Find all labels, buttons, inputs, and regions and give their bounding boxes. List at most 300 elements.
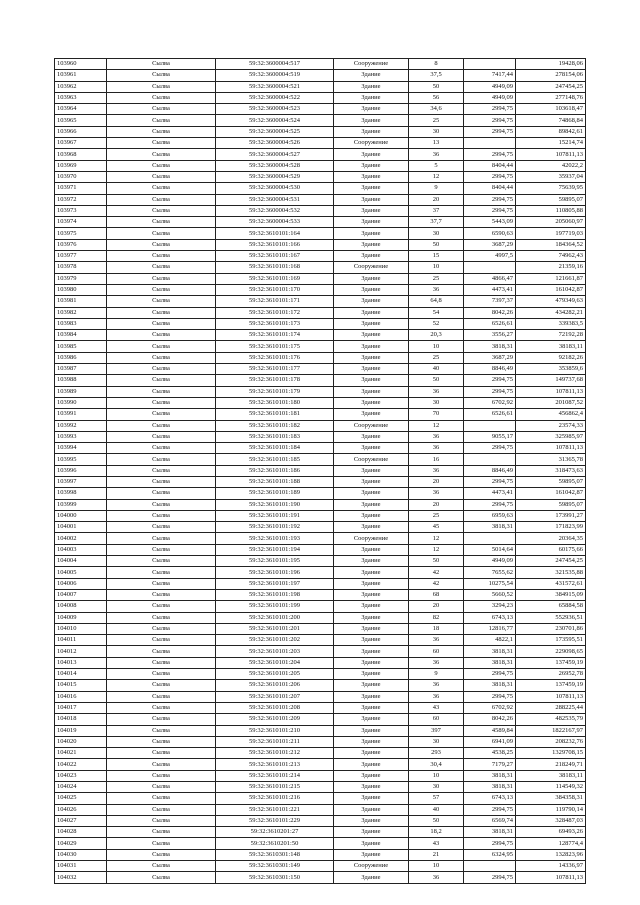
area-cell: 50	[409, 556, 464, 567]
cadastral-number-cell: 59:32:3610101:176	[216, 352, 334, 363]
unit-value-cell: 4473,41	[464, 488, 516, 499]
area-cell: 30	[409, 736, 464, 747]
cadastral-number-cell: 59:32:3600004:531	[216, 194, 334, 205]
object-type-cell: Здание	[334, 612, 409, 623]
settlement-cell: Сылва	[107, 228, 216, 239]
table-row	[55, 725, 586, 736]
row-number-cell: 103997	[55, 476, 107, 487]
settlement-cell: Сылва	[107, 544, 216, 555]
settlement-cell: Сылва	[107, 499, 216, 510]
cadastral-number-cell: 59:32:3610101:192	[216, 522, 334, 533]
row-number-cell: 103960	[55, 59, 107, 70]
object-type-cell: Здание	[334, 443, 409, 454]
table-row	[55, 827, 586, 838]
settlement-cell: Сылва	[107, 510, 216, 521]
cadastral-value-cell: 132823,96	[516, 849, 586, 860]
row-number-cell: 104004	[55, 556, 107, 567]
area-cell: 293	[409, 748, 464, 759]
object-type-cell: Здание	[334, 104, 409, 115]
area-cell: 30	[409, 397, 464, 408]
unit-value-cell: 8404,44	[464, 160, 516, 171]
unit-value-cell: 3818,31	[464, 770, 516, 781]
row-number-cell: 103964	[55, 104, 107, 115]
cadastral-number-cell: 59:32:3600004:517	[216, 59, 334, 70]
settlement-cell: Сылва	[107, 657, 216, 668]
table-row	[55, 397, 586, 408]
row-number-cell: 103969	[55, 160, 107, 171]
cadastral-number-cell: 59:32:3610301:148	[216, 849, 334, 860]
cadastral-number-cell: 59:32:3610101:203	[216, 646, 334, 657]
settlement-cell: Сылва	[107, 488, 216, 499]
unit-value-cell: 5443,09	[464, 217, 516, 228]
cadastral-number-cell: 59:32:3600004:528	[216, 160, 334, 171]
object-type-cell: Здание	[334, 352, 409, 363]
unit-value-cell: 12816,77	[464, 623, 516, 634]
cadastral-value-cell: 107811,13	[516, 872, 586, 883]
object-type-cell: Здание	[334, 465, 409, 476]
settlement-cell: Сылва	[107, 589, 216, 600]
unit-value-cell	[464, 454, 516, 465]
cadastral-value-cell: 434282,21	[516, 307, 586, 318]
object-type-cell: Сооружение	[334, 861, 409, 872]
table-row	[55, 115, 586, 126]
row-number-cell: 103966	[55, 126, 107, 137]
unit-value-cell: 2994,75	[464, 194, 516, 205]
object-type-cell: Здание	[334, 838, 409, 849]
cadastral-value-cell: 197719,03	[516, 228, 586, 239]
table-row	[55, 420, 586, 431]
object-type-cell: Здание	[334, 522, 409, 533]
table-row	[55, 296, 586, 307]
unit-value-cell: 8846,49	[464, 364, 516, 375]
object-type-cell: Здание	[334, 635, 409, 646]
settlement-cell: Сылва	[107, 205, 216, 216]
settlement-cell: Сылва	[107, 827, 216, 838]
table-row	[55, 669, 586, 680]
cadastral-number-cell: 59:32:3610101:179	[216, 386, 334, 397]
cadastral-number-cell: 59:32:3610101:205	[216, 669, 334, 680]
unit-value-cell: 4866,47	[464, 273, 516, 284]
table-row	[55, 454, 586, 465]
area-cell: 50	[409, 81, 464, 92]
row-number-cell: 103982	[55, 307, 107, 318]
table-row	[55, 770, 586, 781]
table-row	[55, 443, 586, 454]
unit-value-cell: 2994,75	[464, 691, 516, 702]
object-type-cell: Здание	[334, 171, 409, 182]
area-cell: 36	[409, 635, 464, 646]
cadastral-value-cell: 31365,78	[516, 454, 586, 465]
unit-value-cell: 6702,92	[464, 397, 516, 408]
table-row	[55, 680, 586, 691]
area-cell: 54	[409, 307, 464, 318]
settlement-cell: Сылва	[107, 92, 216, 103]
cadastral-number-cell: 59:32:3610101:212	[216, 748, 334, 759]
settlement-cell: Сылва	[107, 725, 216, 736]
unit-value-cell: 3294,23	[464, 601, 516, 612]
cadastral-number-cell: 59:32:3600004:526	[216, 138, 334, 149]
cadastral-value-cell: 107811,13	[516, 386, 586, 397]
row-number-cell: 103972	[55, 194, 107, 205]
object-type-cell: Здание	[334, 793, 409, 804]
cadastral-value-cell: 23574,33	[516, 420, 586, 431]
area-cell: 68	[409, 589, 464, 600]
settlement-cell: Сылва	[107, 104, 216, 115]
area-cell: 10	[409, 861, 464, 872]
row-number-cell: 103989	[55, 386, 107, 397]
unit-value-cell: 4589,84	[464, 725, 516, 736]
object-type-cell: Сооружение	[334, 533, 409, 544]
object-type-cell: Здание	[334, 341, 409, 352]
table-row	[55, 476, 586, 487]
cadastral-value-cell: 431572,61	[516, 578, 586, 589]
cadastral-number-cell: 59:32:3610101:213	[216, 759, 334, 770]
object-type-cell: Здание	[334, 589, 409, 600]
settlement-cell: Сылва	[107, 815, 216, 826]
object-type-cell: Здание	[334, 205, 409, 216]
row-number-cell: 103978	[55, 262, 107, 273]
object-type-cell: Здание	[334, 217, 409, 228]
cadastral-number-cell: 59:32:3610101:181	[216, 409, 334, 420]
unit-value-cell: 6590,63	[464, 228, 516, 239]
unit-value-cell: 4997,5	[464, 251, 516, 262]
table-row	[55, 341, 586, 352]
cadastral-value-cell: 107811,13	[516, 443, 586, 454]
unit-value-cell: 8846,49	[464, 465, 516, 476]
row-number-cell: 104006	[55, 578, 107, 589]
unit-value-cell: 2994,75	[464, 375, 516, 386]
unit-value-cell	[464, 262, 516, 273]
settlement-cell: Сылва	[107, 149, 216, 160]
cadastral-number-cell: 59:32:3610101:204	[216, 657, 334, 668]
cadastral-value-cell: 19428,06	[516, 59, 586, 70]
row-number-cell: 104021	[55, 748, 107, 759]
cadastral-value-cell: 277148,76	[516, 92, 586, 103]
cadastral-number-cell: 59:32:3610101:164	[216, 228, 334, 239]
table-row	[55, 160, 586, 171]
area-cell: 40	[409, 804, 464, 815]
area-cell: 30	[409, 126, 464, 137]
object-type-cell: Здание	[334, 782, 409, 793]
cadastral-value-cell: 59895,07	[516, 194, 586, 205]
object-type-cell: Здание	[334, 544, 409, 555]
settlement-cell: Сылва	[107, 556, 216, 567]
table-row	[55, 544, 586, 555]
table-row	[55, 70, 586, 81]
area-cell: 36	[409, 488, 464, 499]
object-type-cell: Здание	[334, 510, 409, 521]
cadastral-value-cell: 74868,84	[516, 115, 586, 126]
settlement-cell: Сылва	[107, 465, 216, 476]
table-row	[55, 251, 586, 262]
table-row	[55, 657, 586, 668]
table-row	[55, 646, 586, 657]
area-cell: 45	[409, 522, 464, 533]
table-row	[55, 838, 586, 849]
unit-value-cell	[464, 59, 516, 70]
object-type-cell: Здание	[334, 567, 409, 578]
table-row	[55, 409, 586, 420]
cadastral-number-cell: 59:32:3610101:183	[216, 431, 334, 442]
row-number-cell: 103988	[55, 375, 107, 386]
cadastral-number-cell: 59:32:3600004:533	[216, 217, 334, 228]
area-cell: 25	[409, 273, 464, 284]
cadastral-value-cell: 208232,76	[516, 736, 586, 747]
settlement-cell: Сылва	[107, 59, 216, 70]
unit-value-cell: 3687,29	[464, 239, 516, 250]
unit-value-cell: 2994,75	[464, 499, 516, 510]
cadastral-number-cell: 59:32:3600004:524	[216, 115, 334, 126]
table-row	[55, 804, 586, 815]
object-type-cell: Здание	[334, 872, 409, 883]
area-cell: 82	[409, 612, 464, 623]
object-type-cell: Здание	[334, 194, 409, 205]
row-number-cell: 104018	[55, 714, 107, 725]
table-row	[55, 522, 586, 533]
area-cell: 36	[409, 443, 464, 454]
unit-value-cell: 6743,13	[464, 612, 516, 623]
object-type-cell: Здание	[334, 386, 409, 397]
table-row	[55, 635, 586, 646]
row-number-cell: 104028	[55, 827, 107, 838]
table-row	[55, 815, 586, 826]
settlement-cell: Сылва	[107, 522, 216, 533]
object-type-cell: Здание	[334, 397, 409, 408]
table-row	[55, 510, 586, 521]
cadastral-number-cell: 59:32:3610101:166	[216, 239, 334, 250]
settlement-cell: Сылва	[107, 443, 216, 454]
unit-value-cell: 2994,75	[464, 149, 516, 160]
settlement-cell: Сылва	[107, 714, 216, 725]
object-type-cell: Здание	[334, 273, 409, 284]
row-number-cell: 103984	[55, 330, 107, 341]
table-row	[55, 736, 586, 747]
cadastral-value-cell: 171823,99	[516, 522, 586, 533]
area-cell: 70	[409, 409, 464, 420]
area-cell: 18	[409, 623, 464, 634]
row-number-cell: 103995	[55, 454, 107, 465]
object-type-cell: Здание	[334, 364, 409, 375]
cadastral-number-cell: 59:32:3610101:189	[216, 488, 334, 499]
area-cell: 5	[409, 160, 464, 171]
row-number-cell: 103968	[55, 149, 107, 160]
cadastral-value-cell: 201087,52	[516, 397, 586, 408]
settlement-cell: Сылва	[107, 318, 216, 329]
table-row	[55, 623, 586, 634]
cadastral-number-cell: 59:32:3600004:521	[216, 81, 334, 92]
settlement-cell: Сылва	[107, 397, 216, 408]
unit-value-cell: 2994,75	[464, 804, 516, 815]
table-row	[55, 149, 586, 160]
settlement-cell: Сылва	[107, 680, 216, 691]
row-number-cell: 104020	[55, 736, 107, 747]
area-cell: 20	[409, 194, 464, 205]
unit-value-cell: 3818,31	[464, 782, 516, 793]
area-cell: 21	[409, 849, 464, 860]
area-cell: 20,3	[409, 330, 464, 341]
row-number-cell: 104030	[55, 849, 107, 860]
cadastral-value-cell: 1822167,97	[516, 725, 586, 736]
area-cell: 12	[409, 420, 464, 431]
cadastral-number-cell: 59:32:3610101:182	[216, 420, 334, 431]
row-number-cell: 104009	[55, 612, 107, 623]
object-type-cell: Сооружение	[334, 59, 409, 70]
row-number-cell: 103998	[55, 488, 107, 499]
row-number-cell: 104005	[55, 567, 107, 578]
object-type-cell: Здание	[334, 307, 409, 318]
row-number-cell: 104010	[55, 623, 107, 634]
table-row	[55, 364, 586, 375]
table-row	[55, 691, 586, 702]
cadastral-number-cell: 59:32:3610201:50	[216, 838, 334, 849]
area-cell: 36	[409, 872, 464, 883]
row-number-cell: 103963	[55, 92, 107, 103]
table-row	[55, 556, 586, 567]
settlement-cell: Сылва	[107, 160, 216, 171]
settlement-cell: Сылва	[107, 138, 216, 149]
area-cell: 36	[409, 431, 464, 442]
table-row	[55, 578, 586, 589]
cadastral-number-cell: 59:32:3610101:174	[216, 330, 334, 341]
cadastral-number-cell: 59:32:3610101:188	[216, 476, 334, 487]
cadastral-value-cell: 552936,51	[516, 612, 586, 623]
table-row	[55, 205, 586, 216]
row-number-cell: 103990	[55, 397, 107, 408]
cadastral-value-cell: 38183,11	[516, 770, 586, 781]
unit-value-cell	[464, 533, 516, 544]
cadastral-number-cell: 59:32:3610101:194	[216, 544, 334, 555]
cadastral-value-cell: 1329708,15	[516, 748, 586, 759]
object-type-cell: Здание	[334, 601, 409, 612]
object-type-cell: Здание	[334, 239, 409, 250]
unit-value-cell: 3818,31	[464, 646, 516, 657]
cadastral-number-cell: 59:32:3610101:197	[216, 578, 334, 589]
cadastral-number-cell: 59:32:3610101:207	[216, 691, 334, 702]
settlement-cell: Сылва	[107, 409, 216, 420]
cadastral-number-cell: 59:32:3600004:532	[216, 205, 334, 216]
row-number-cell: 103965	[55, 115, 107, 126]
cadastral-value-cell: 92182,26	[516, 352, 586, 363]
cadastral-value-cell: 247454,25	[516, 81, 586, 92]
cadastral-number-cell: 59:32:3610101:214	[216, 770, 334, 781]
cadastral-value-cell: 72192,28	[516, 330, 586, 341]
unit-value-cell: 4822,1	[464, 635, 516, 646]
object-type-cell: Здание	[334, 296, 409, 307]
table-row	[55, 273, 586, 284]
settlement-cell: Сылва	[107, 375, 216, 386]
table-row	[55, 126, 586, 137]
row-number-cell: 104032	[55, 872, 107, 883]
row-number-cell: 104025	[55, 793, 107, 804]
row-number-cell: 103970	[55, 171, 107, 182]
object-type-cell: Здание	[334, 748, 409, 759]
table-row	[55, 284, 586, 295]
object-type-cell: Здание	[334, 736, 409, 747]
settlement-cell: Сылва	[107, 431, 216, 442]
data-sheet	[54, 58, 585, 884]
unit-value-cell: 4949,09	[464, 556, 516, 567]
row-number-cell: 104015	[55, 680, 107, 691]
table-row	[55, 217, 586, 228]
unit-value-cell: 5014,64	[464, 544, 516, 555]
settlement-cell: Сылва	[107, 782, 216, 793]
area-cell: 15	[409, 251, 464, 262]
row-number-cell: 103967	[55, 138, 107, 149]
table-row	[55, 330, 586, 341]
object-type-cell: Здание	[334, 284, 409, 295]
unit-value-cell: 6569,74	[464, 815, 516, 826]
area-cell: 50	[409, 815, 464, 826]
object-type-cell: Здание	[334, 691, 409, 702]
cadastral-value-cell: 318473,63	[516, 465, 586, 476]
row-number-cell: 103996	[55, 465, 107, 476]
unit-value-cell: 2994,75	[464, 104, 516, 115]
unit-value-cell: 4538,25	[464, 748, 516, 759]
area-cell: 42	[409, 578, 464, 589]
area-cell: 397	[409, 725, 464, 736]
row-number-cell: 103961	[55, 70, 107, 81]
cadastral-number-cell: 59:32:3600004:519	[216, 70, 334, 81]
area-cell: 12	[409, 544, 464, 555]
area-cell: 36	[409, 691, 464, 702]
object-type-cell: Здание	[334, 680, 409, 691]
row-number-cell: 104011	[55, 635, 107, 646]
object-type-cell: Здание	[334, 623, 409, 634]
settlement-cell: Сылва	[107, 284, 216, 295]
settlement-cell: Сылва	[107, 476, 216, 487]
object-type-cell: Здание	[334, 431, 409, 442]
area-cell: 9	[409, 183, 464, 194]
settlement-cell: Сылва	[107, 635, 216, 646]
settlement-cell: Сылва	[107, 872, 216, 883]
row-number-cell: 104013	[55, 657, 107, 668]
settlement-cell: Сылва	[107, 702, 216, 713]
cadastral-value-cell: 384358,31	[516, 793, 586, 804]
cadastral-value-cell: 161042,87	[516, 488, 586, 499]
table-row	[55, 92, 586, 103]
settlement-cell: Сылва	[107, 251, 216, 262]
settlement-cell: Сылва	[107, 669, 216, 680]
cadastral-value-cell: 119790,14	[516, 804, 586, 815]
row-number-cell: 103975	[55, 228, 107, 239]
area-cell: 30	[409, 782, 464, 793]
table-row	[55, 262, 586, 273]
object-type-cell: Здание	[334, 770, 409, 781]
cadastral-value-cell: 161042,87	[516, 284, 586, 295]
cadastral-value-cell: 325985,97	[516, 431, 586, 442]
area-cell: 10	[409, 341, 464, 352]
cadastral-value-cell: 173595,51	[516, 635, 586, 646]
object-type-cell: Здание	[334, 228, 409, 239]
unit-value-cell: 4473,41	[464, 284, 516, 295]
area-cell: 36	[409, 386, 464, 397]
unit-value-cell: 6702,92	[464, 702, 516, 713]
cadastral-value-cell: 69493,26	[516, 827, 586, 838]
cadastral-value-cell: 15214,74	[516, 138, 586, 149]
area-cell: 9	[409, 669, 464, 680]
cadastral-value-cell: 114549,32	[516, 782, 586, 793]
settlement-cell: Сылва	[107, 194, 216, 205]
unit-value-cell: 6743,13	[464, 793, 516, 804]
row-number-cell: 103985	[55, 341, 107, 352]
row-number-cell: 104027	[55, 815, 107, 826]
table-row	[55, 849, 586, 860]
table-row	[55, 318, 586, 329]
settlement-cell: Сылва	[107, 420, 216, 431]
unit-value-cell: 6324,95	[464, 849, 516, 860]
object-type-cell: Здание	[334, 804, 409, 815]
settlement-cell: Сылва	[107, 770, 216, 781]
